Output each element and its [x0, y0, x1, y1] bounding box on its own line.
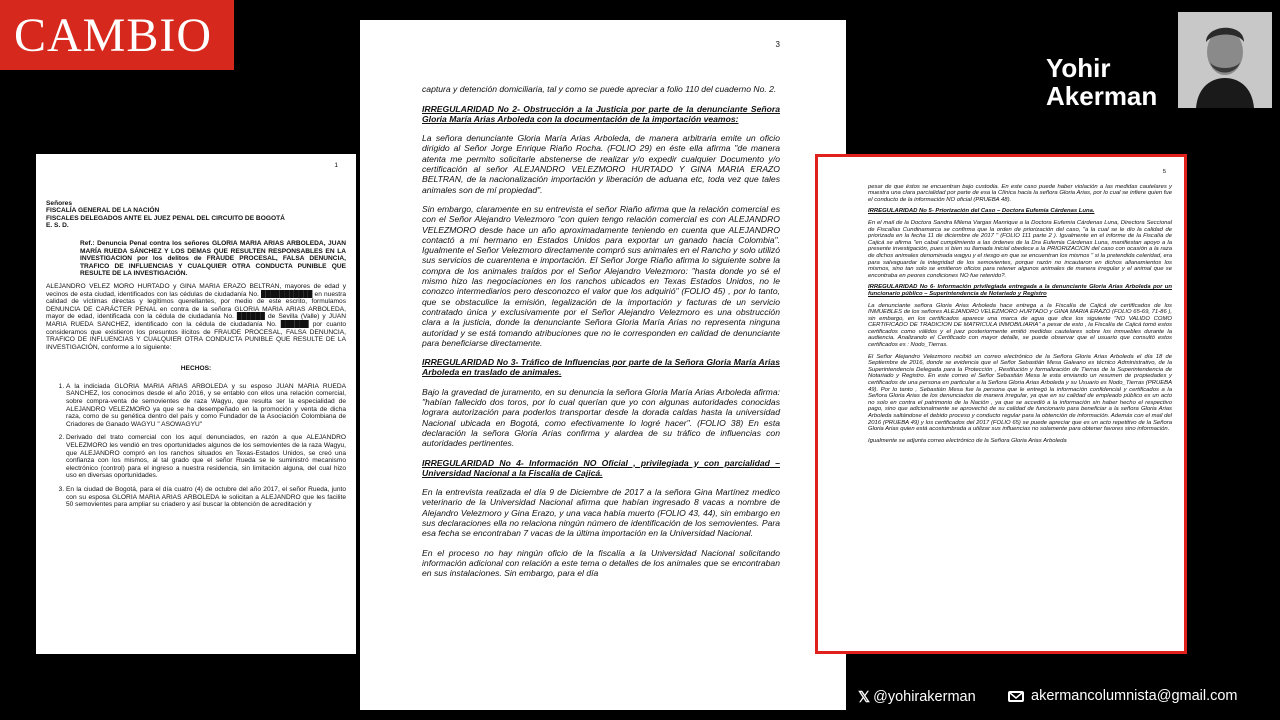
paragraph: La denunciante señora Gloria Arias Arboleda hace entrega a la Fiscalía de Cajicá de certificados de los INMUEBLES de los señores ALEJANDRO VELEZMORO HURTADO y GINA MARIA ERAZO (FOLIO 65-69, 71-86 ), sin embargo, en los certificados aparece una marca de agua que dice los siguiente "NO VALIDO COMO CERTIFICADO DE TRADICION DE MATRICULA INMOBILIARIA" a pesar de esto , la Fiscalía de Cajicá tomó estos certificados como válidos y el juez posteriormente emitió medidas cautelares sobre los inmuebles durante la audiencia. Analizando el Certificado con mayor detalle, se puede observar que el usuario que consultó estos certificados es : Nodo_Tierras. [868, 302, 1172, 349]
paragraph: Bajo la gravedad de juramento, en su denuncia la señora Gloria María Arias Arboleda afirma: "habían fallecido dos toros, por lo cual querían que yo con algunas autoridades conocidas lograra autorización para poderlos transportar desde la dorada caldas hasta la universidad Nacional ubicada en Bogotá, como efectivamente lo logré hacer". (FOLIO 38) En esta declaración la señora Gloria Arias confirma y alardea de su tráfico de influencias con autoridades pertinentes. [422, 386, 780, 449]
reference: Ref.: Denuncia Penal contra los señores GLORIA MARIA ARIAS ARBOLEDA, JUAN MARÍA RUEDA SÁNCHEZ Y LOS DEMAS QUE RESULTEN RESPONSABLES EN LA INVESTIGACION por los delitos de FRAUDE PROCESAL, FALSA DENUNCIA, TRAFICO DE INFLUENCIAS Y CUALQUIER OTRA CONDUCTA PUNIBLE QUE RESULTE DE LA INVESTIGACIÓN. [80, 239, 346, 278]
cambio-logo: CAMBIO [0, 0, 234, 70]
paragraph: El Señor Alejandro Velezmoro recibió un correo electrónico de la Señora Gloria Arias Arboleda el día 18 de Septiembre de 2016, donde se evidencia que el Señor Sebastián Mesa Galeano es técnico Administrativo, de la Superintendencia Delegada para la Protección , Restitución y formalización de Tierras de la Superintendencia de Notariado y Registro. En este correo el Señor Sebastián Mesa le esta enviando un resumen de propiedades y certificados de una persona en particular a la Señora Gloria Arias Arboleda y su Usuario es Nodo_Tierras (PRUEBA 49). Por lo tanto , Sebastián Mesa fue la persona que le entregó la información confidencial y certificados a la Señora Gloria Arias de los denunciados de manera irregular, ya que en su calidad de empleado público es un acto no solo en contra el patrimonio de la Nación , ya que se accedió a la información sin haber hecho el respectivo pago, sino que adicionalmente se aprovechó de su calidad de funcionario para beneficiar a la señora Gloria Arias Arboleda saltándose el debido proceso y conducto regular para la obtención de información. Además con el mail del 2016 (PRUEBA 49) y los certificados del 2017 (FOLIO 65) se puede apreciar que es un acto repetitivo de la Señora Gloria Arias quien está acostumbrada a utilizar sus influencias no solamente para obtener favores sino información. [868, 353, 1172, 433]
twitter-handle[interactable] [858, 688, 976, 706]
x-twitter-icon: 𝕏 [858, 689, 871, 706]
mail-icon [1008, 691, 1024, 702]
paragraph: pesar de que éstos se encuentran bajo custodia. En este caso puede haber violación a las medidas cautelares y muestra una clara parcialidad por parte de esa la Clínica hacia la señora Gloria Arias, por lo cual se infiere quien fue el conducto de la información NO oficial (PRUEBA 48). [868, 183, 1172, 203]
page-number: 3 [775, 40, 780, 49]
paragraph: En el mail de la Doctora Sandra Milena Vargas Manrique a la Doctora Eufemia Cárdenas Luna, Directora Seccional de Fiscalías Cundinamarca se confirma que la orden de priorización del caso, "a la cual se le dio la calidad de priorizada en la fecha 11 de diciembre de 2017 " (FOLIO 111 parte 2 ). Igualmente en el informe de la Fiscalía de Cajicá se afirma "en cabal cumplimiento a las órdenes de la Dra Eufemia Cárdenas Luna, manifiestan apoyo a la presente investigación, pues si bien su llamada inicial obedece a la PRIORIZACION del caso con ocasión a la raza de dichos animales denominada wagyu y el riesgo en que se encuentran los mismos " si la pretendida celeridad, era para salvaguardar la integridad de los semovientes, porque razón no incautaron en dichos allanamientos los mismos, sino tan solo se emitieron oficios para retener algunos animales de manera irregular y el animal que se encontraba en peores condiciones NO fue retenido?. [868, 219, 1172, 279]
list-item: 3. En la ciudad de Bogotá, para el día cuatro (4) de octubre del año 2017, el señor Rueda, junto con su esposa GLORIA MARIA ARIAS ARBOLEDA le solicitan a ALEJANDRO que les facilite 50 semovientes para ampliar su criadero y así buscar la obtención de acreditación y [66, 486, 346, 509]
author-last-name: Akerman [1046, 81, 1158, 111]
document-page-1 [36, 154, 356, 654]
twitter-handle-text: @yohirakerman [873, 689, 976, 705]
irregularity-heading: IRREGULARIDAD No 5- Priorización del Caso – Doctora Eufemia Cárdenas Luna. [868, 208, 1095, 215]
irregularity-heading: IRREGULARIDAD No 4- Información NO Oficial , privilegiada y con parcialidad – Universidad Nacional a la Fiscalía de Cajicá. [422, 457, 780, 478]
irregularity-heading: IRREGULARIDAD No 6- Información privilegiada entregada a la denunciante Gloria Arias Arboleda por un funcionario público – Superintendencia de Notariado y Registro [868, 284, 1172, 297]
document-page-5-highlighted [815, 154, 1187, 654]
paragraph: Igualmente se adjunta correo electrónico de la Señora Gloria Arias Arboleda [868, 437, 1067, 444]
paragraph: Sin embargo, claramente en su entrevista el señor Riaño afirma que la relación comercial es con el Señor Alejandro Velezmoro "con quien tengo relación comercial es con ALEJANDRO VELEZMORO desde hace un año aproximadamente teniendo en cuenta que ALEJANDRO contactó a mi hermano en Estados Unidos para exportar un ganado hacia Colombia". Igualmente el Señor Velezmoro directamente compró sus animales en el Rancho y solo utilizó sus servicios de cuarentena e importación. El Señor Jorge Riaño afirma lo siguiente sobre la compra de los animales traídos por el Señor Alejandro Velezmoro: "hasta donde yo sé el mismo hizo las negociaciones en los ranchos ubicados en Texas Estados Unidos, no le conozco intermediarios pero desconozco el valor que los adquirió" (FOLIO 45) , por lo tanto, que se obstaculice la emisión, legalización de la importación y facturas de un servicio contratado única y exclusivamente por el Señor Alejandro Velezmoro es una obstrucción clara a la justicia, donde la denunciante Señora Gloria María Arias no representa ninguna autoridad y se está tomando atribuciones que no le corresponden en calidad de denunciante para beneficiarse directamente. [422, 203, 780, 348]
paragraph: En el proceso no hay ningún oficio de la fiscalía a la Universidad Nacional solicitando información adicional con relación a este tema o detalles de los animales que se encontraban en sus instalaciones. Sin embargo, para el día [422, 547, 780, 579]
paragraph: En la entrevista realizada el día 9 de Diciembre de 2017 a la señora Gina Martínez medico veterinario de la Universidad Nacional afirma que habían ingresado 8 vacas a nombre de Alejandro Velezmoro y Gina Erazo, y una vaca había muerto (FOLIO 43, 44), sin embargo en sus declaraciones ella no relaciona ningún número de identificación de los semovientes. Para esa fecha se encontraban 7 vacas de la última importación en la Universidad Nacional. [422, 487, 780, 539]
hechos-title: HECHOS: [180, 365, 212, 373]
list-item: 2. Derivado del trato comercial con los aquí denunciados, en razón a que ALEJANDRO VELEZMORO les vendió en tres oportunidades algunos de los semovientes de la raza Wagyu, que ALEJANDRO compró en los ranchos situados en Texas-Estados Unidos, se creó una confianza con los mismos, al tal grado que el señor Rueda se le suministró mecanismo electrónico (control) para el ingreso a nuestra residencia, sin limitación alguna, del cual hizo uso en diversas oportunidades. [66, 434, 346, 480]
addressee: Señores FISCALÍA GENERAL DE LA NACIÓN FISCALES DELEGADOS ANTE EL JUEZ PENAL DEL CIRCUITO DE BOGOTÁ E. S. D. [46, 199, 285, 230]
intro-paragraph: ALEJANDRO VELEZ MORO HURTADO y GINA MARIA ERAZO BELTRAN, mayores de edad y vecinos de esta ciudad, identificados con las cédulas de ciudadanía No. ███████████ en nuestra calidad de víctimas directas y legítimos querellantes, por medio de este escrito, formulamos DENUNCIA DE CARÁCTER PENAL en contra de la señora GLORIA MARIA ARIAS ARBOLEDA, mayor de edad, identificada con la cédula de ciudadanía No. ██████ de Sevilla (Valle) y JUAN MARIA RUEDA SANCHEZ, identificado con la cédula de ciudadanía No. ██████ por cuanto consideramos que existieron los presuntos ilícitos de FRAUDE PROCESAL, FALSA DENUNCIA, TRAFICO DE INFLUENCIAS Y CUALQUIER OTRA CONDUCTA PUNIBLE QUE RESULTE DE LA INVESTIGACIÓN, conforme a lo siguiente: [46, 282, 346, 351]
author-name [1046, 54, 1157, 110]
email-text: akermancolumnista@gmail.com [1031, 688, 1238, 704]
hechos-list [46, 383, 346, 509]
irregularity-heading: IRREGULARIDAD No 2- Obstrucción a la Justicia por parte de la denunciante Señora Gloria María Arias Arboleda con la documentación de la importación veamos: [422, 103, 780, 124]
list-item: 1. A la indiciada GLORIA MARIA ARIAS ARBOLEDA y su esposo JUAN MARIA RUEDA SANCHEZ, los conocimos desde el año 2016, y se entablo con ellos una relación comercial, sobre compra-venta de semovientes de raza Wagyu, que resulta ser la especialidad de ALEJANDRO VELEZMORO ya que se ha desempeñado en la promoción y venta de dicha raza, como de su genética dentro del país y como Fundador de la Asociación Colombiana de Criadores de Ganado WAGYU " ASOWAGYU" [66, 383, 346, 429]
author-first-name: Yohir [1046, 53, 1111, 83]
paragraph: captura y detención domiciliaria, tal y como se puede apreciar a folio 110 del cuaderno No. 2. [422, 84, 777, 95]
author-portrait-icon [1178, 12, 1272, 108]
page-number: 5 [1162, 169, 1166, 175]
paragraph: La señora denunciante Gloria María Arias Arboleda, de manera arbitraria emite un oficio dirigido al Señor Jorge Enrique Riaño Rocha. (FOLIO 29) en éste ella afirma "de manera atenta me permito solicitarle abstenerse de realizar y/o expedir cualquier Documento y/o certificación al señor ALEJANDRO VELEZMORO HURTADO Y GINA MARIA ERAZO BELTRAN, de la nacionalización importación y liberación de aduana etc, toda vez que tales animales son de mí propiedad". [422, 133, 780, 195]
email-contact[interactable] [1008, 688, 1238, 704]
irregularity-heading: IRREGULARIDAD No 3- Tráfico de Influencias por parte de la Señora Gloria María Arias Arboleda en traslado de animales. [422, 357, 780, 378]
page-number: 1 [334, 162, 338, 169]
document-page-3 [360, 20, 846, 710]
author-photo [1178, 12, 1272, 108]
